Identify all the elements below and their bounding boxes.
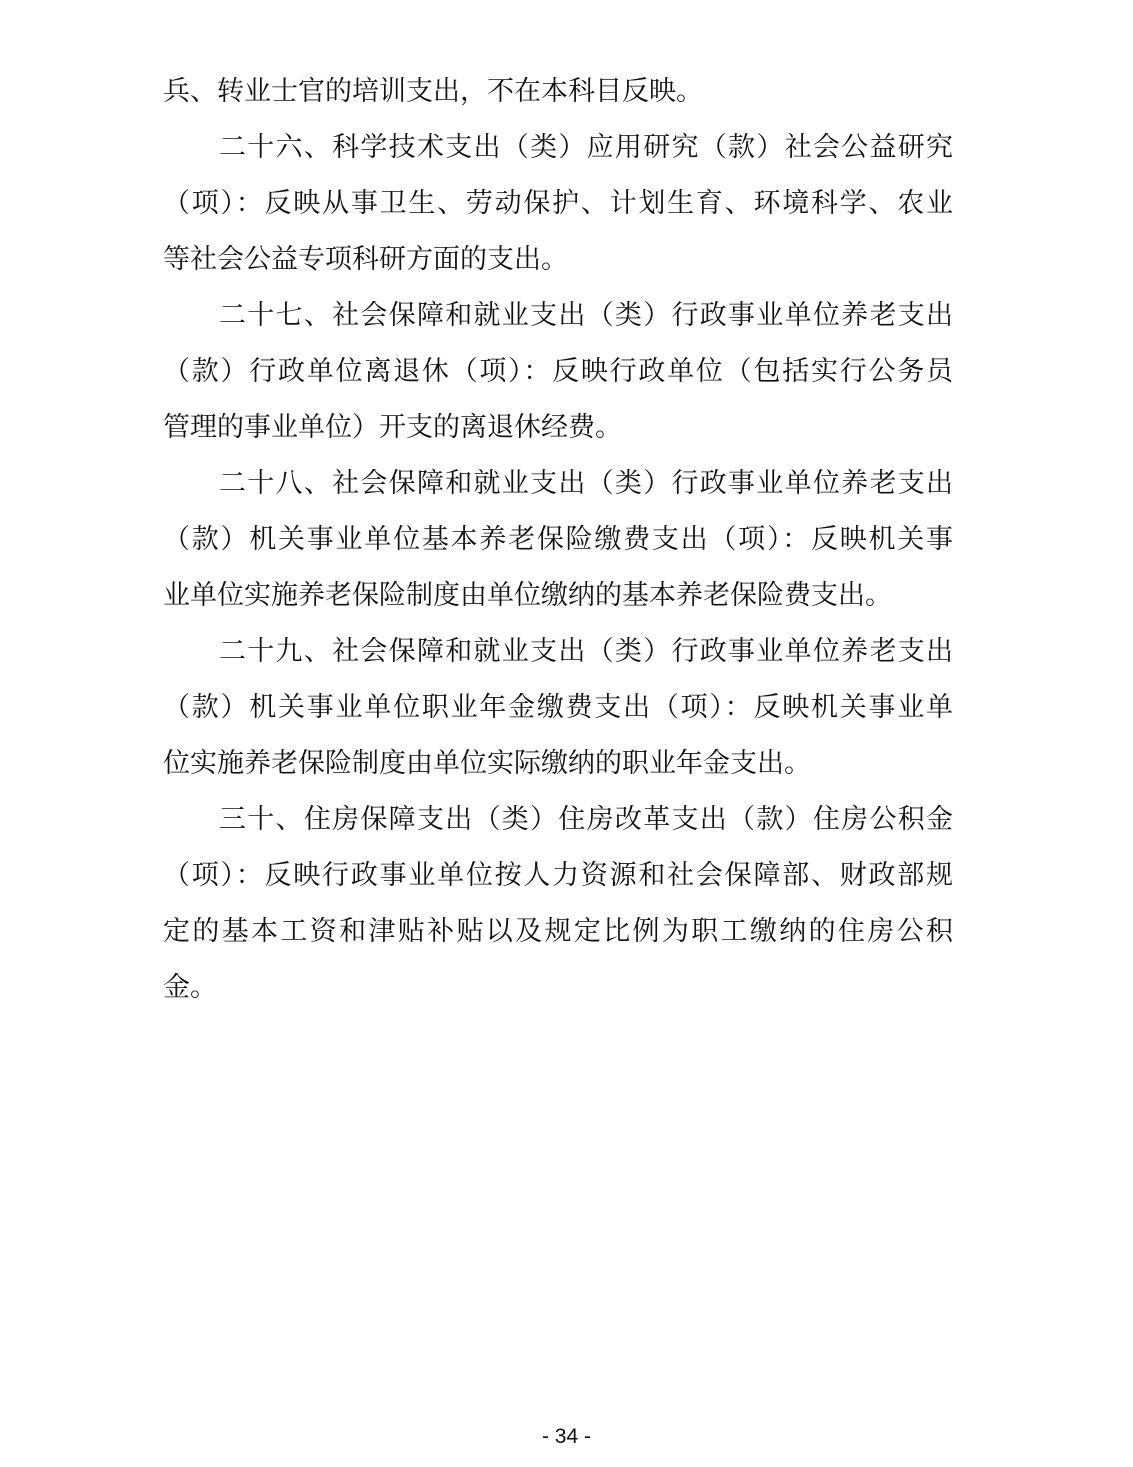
text-line: 等社会公益专项科研方面的支出。 <box>163 244 568 275</box>
text-line: 位实施养老保险制度由单位实际缴纳的职业年金支出。 <box>163 748 811 779</box>
text-line: 业单位实施养老保险制度由单位缴纳的基本养老保险费支出。 <box>163 580 892 611</box>
text-line: （款）机关事业单位基本养老保险缴费支出（项）：反映机关事 <box>163 524 953 555</box>
text-line: 管理的事业单位）开支的离退休经费。 <box>163 412 622 443</box>
text-line: 二十六、科学技术支出（类）应用研究（款）社会公益研究 <box>219 132 953 163</box>
text-line: 兵、转业士官的培训支出，不在本科目反映。 <box>163 76 703 107</box>
text-line: 定的基本工资和津贴补贴以及规定比例为职工缴纳的住房公积 <box>163 916 953 947</box>
text-line: 二十七、社会保障和就业支出（类）行政事业单位养老支出 <box>219 300 953 331</box>
text-line: 二十八、社会保障和就业支出（类）行政事业单位养老支出 <box>219 468 953 499</box>
text-line: （款）机关事业单位职业年金缴费支出（项）：反映机关事业单 <box>163 692 953 723</box>
text-line: 二十九、社会保障和就业支出（类）行政事业单位养老支出 <box>219 636 953 667</box>
text-line: （项）：反映从事卫生、劳动保护、计划生育、环境科学、农业 <box>163 188 953 219</box>
text-line: 三十、住房保障支出（类）住房改革支出（款）住房公积金 <box>219 804 953 835</box>
body-text <box>163 64 953 1016</box>
page-number: - 34 - <box>541 1425 591 1448</box>
text-line: （项）：反映行政事业单位按人力资源和社会保障部、财政部规 <box>163 860 953 891</box>
text-line: 金。 <box>163 972 217 1003</box>
text-line: （款）行政单位离退休（项）：反映行政单位（包括实行公务员 <box>163 356 953 387</box>
